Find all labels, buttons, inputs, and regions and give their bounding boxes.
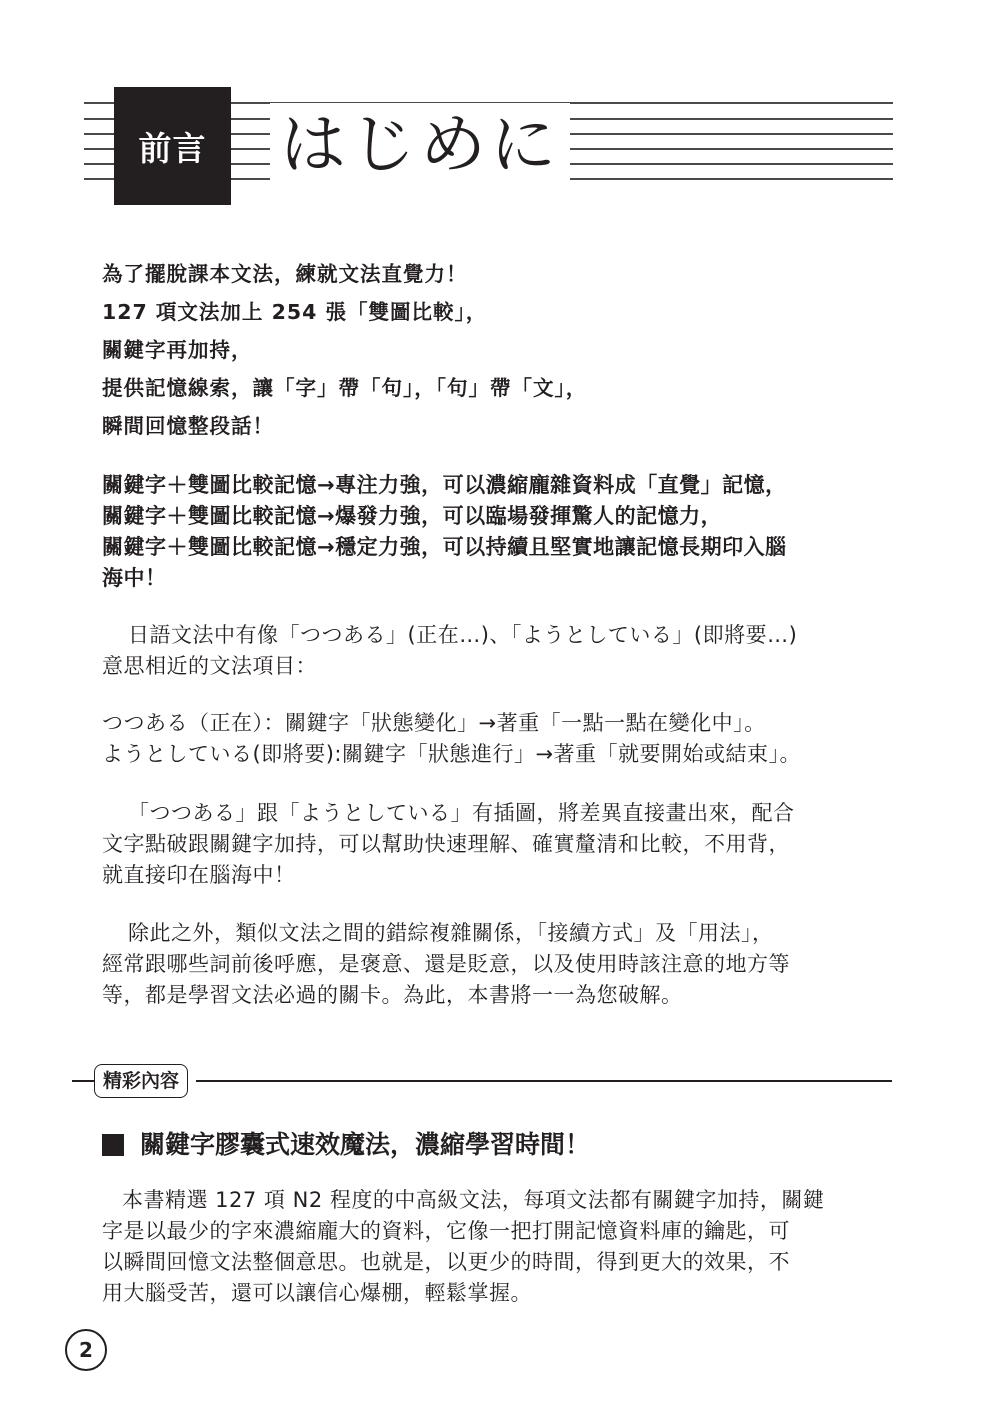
paragraph-illustration xyxy=(102,798,892,891)
section-divider xyxy=(72,1080,96,1082)
memory-line: 關鍵字＋雙圖比較記憶→穩定力強，可以持續且堅實地讓記憶長期印入腦 xyxy=(102,535,787,559)
example-block xyxy=(102,708,892,770)
memory-line: 海中！ xyxy=(102,566,167,590)
paragraph-line: 以瞬間回憶文法整個意思。也就是，以更少的時間，得到更大的效果，不 xyxy=(102,1250,790,1274)
paragraph-line: 本書精選 127 項 N2 程度的中高級文法，每項文法都有關鍵字加持，關鍵 xyxy=(122,1188,825,1212)
example-line: ようとしている(即將要):關鍵字「狀態進行」→著重「就要開始或結束」。 xyxy=(102,742,802,766)
page-number: 2 xyxy=(65,1329,107,1371)
section-label: 精彩內容 xyxy=(94,1064,188,1098)
memory-line: 關鍵字＋雙圖比較記憶→專注力強，可以濃縮龐雜資料成「直覺」記憶， xyxy=(102,473,787,497)
paragraph-line: 字是以最少的字來濃縮龐大的資料，它像一把打開記憶資料庫的鑰匙，可 xyxy=(102,1219,790,1243)
intro-line: 提供記憶線索，讓「字」帶「句」，「句」帶「文」， xyxy=(102,376,588,400)
intro-line: 關鍵字再加持， xyxy=(102,338,253,362)
paragraph-line: 用大腦受苦，還可以讓信心爆棚，輕鬆掌握。 xyxy=(102,1281,532,1305)
intro-line: 瞬間回憶整段話！ xyxy=(102,414,274,438)
example-line: つつある（正在）：關鍵字「狀態變化」→著重「一點一點在變化中」。 xyxy=(102,711,766,735)
paragraph-line: 就直接印在腦海中！ xyxy=(102,863,296,887)
intro-line: 為了擺脫課本文法，練就文法直覺力！ xyxy=(102,262,468,286)
memory-line: 關鍵字＋雙圖比較記憶→爆發力強，可以臨場發揮驚人的記憶力， xyxy=(102,504,723,528)
section-heading-text: 關鍵字膠囊式速效魔法，濃縮學習時間！ xyxy=(140,1130,591,1159)
paragraph-line: 除此之外，類似文法之間的錯綜複雜關係，「接續方式」及「用法」， xyxy=(128,921,774,945)
section-divider xyxy=(196,1080,892,1082)
section-heading xyxy=(102,1125,590,1165)
paragraph-line: 「つつある」跟「ようとしている」有插圖，將差異直接畫出來，配合 xyxy=(128,801,795,825)
memory-block xyxy=(102,470,892,594)
page-title: はじめに xyxy=(270,103,570,187)
paragraph-relations xyxy=(102,918,892,1011)
intro-line: 127 項文法加上 254 張「雙圖比較」， xyxy=(102,300,488,324)
preface-badge: 前言 xyxy=(114,87,231,205)
section-body xyxy=(102,1185,892,1309)
intro-block xyxy=(102,255,892,445)
paragraph-line: 意思相近的文法項目： xyxy=(102,654,317,678)
paragraph-line: 經常跟哪些詞前後呼應，是褒意、還是貶意，以及使用時該注意的地方等 xyxy=(102,952,790,976)
square-bullet-icon xyxy=(102,1134,124,1156)
paragraph-line: 文字點破跟關鍵字加持，可以幫助快速理解、確實釐清和比較，不用背， xyxy=(102,832,790,856)
paragraph-line: 日語文法中有像「つつある」(正在…)、「ようとしている」(即將要…) xyxy=(128,623,798,647)
paragraph-similar-grammar xyxy=(102,620,892,682)
paragraph-line: 等，都是學習文法必過的關卡。為此，本書將一一為您破解。 xyxy=(102,983,683,1007)
